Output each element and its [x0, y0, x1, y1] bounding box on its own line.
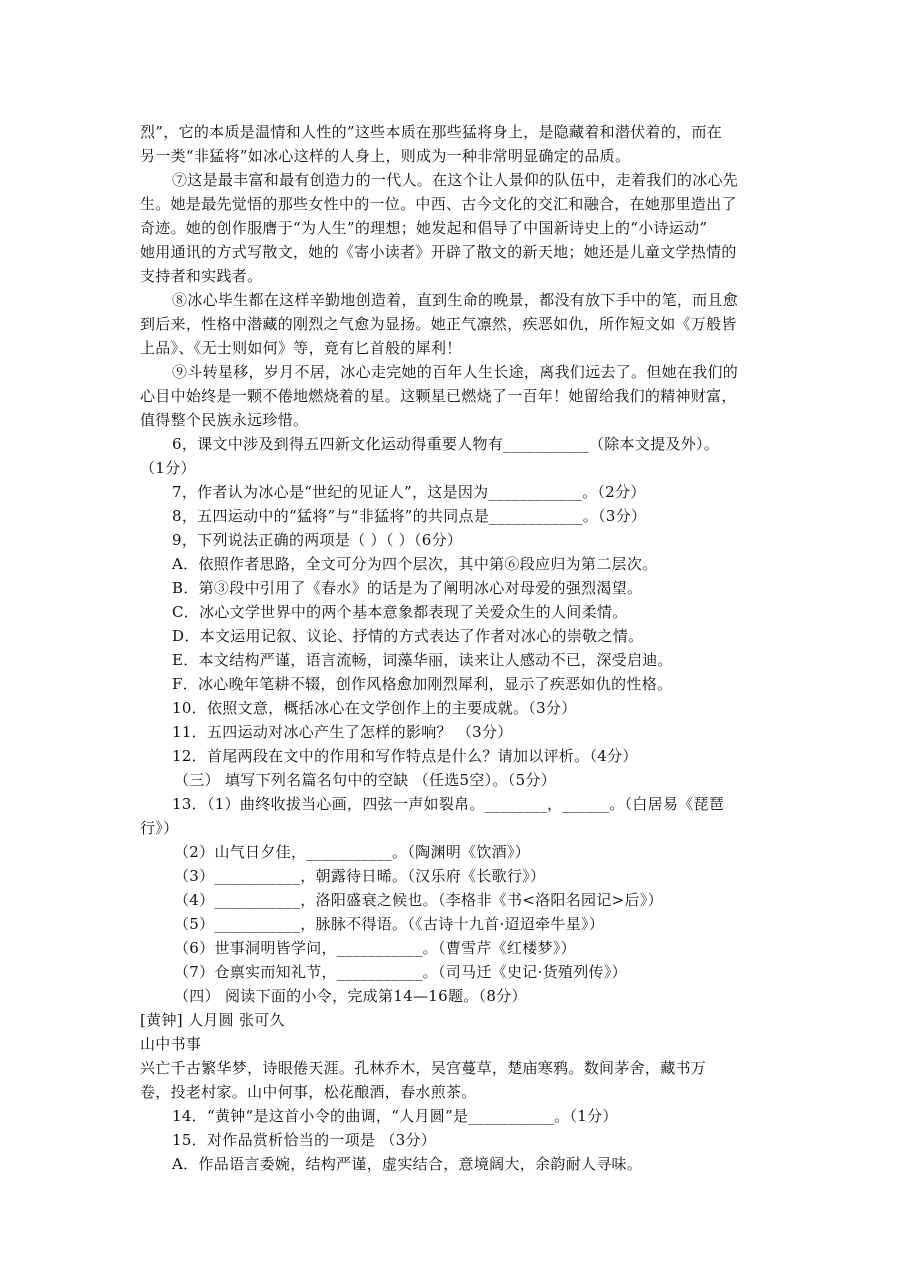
blank-item-6: （6）世事洞明皆学问，___________。（曹雪芹《红楼梦》） [174, 939, 576, 957]
text-line: 上品》、《无士则如何》等，竟有匕首般的犀利！ [140, 339, 462, 357]
text-line: 另一类“非猛将”如冰心这样的人身上，则成为一种非常明显确定的品质。 [140, 147, 631, 165]
option-a: A．依照作者思路，全文可分为四个层次，其中第⑥段应归为第二层次。 [172, 555, 658, 573]
question-8: 8，五四运动中的“猛将”与“非猛将”的共同点是____________。（3分） [172, 507, 647, 525]
question-12: 12．首尾两段在文中的作用和写作特点是什么？请加以评析。（4分） [172, 747, 638, 765]
blank-item-7: （7）仓禀实而知礼节，___________。（司马迁《史记·货殖列传》） [174, 963, 627, 981]
question-9: 9，下列说法正确的两项是（ ）（ ）（6分） [172, 531, 463, 549]
text-line: 烈”，它的本质是温情和人性的”这些本质在那些猛将身上，是隐藏着和潜伏着的，而在 [140, 123, 723, 141]
option-f: F．冰心晚年笔耕不辍，创作风格愈加刚烈犀利，显示了疾恶如仇的性格。 [172, 675, 673, 693]
question-6: 6，课文中涉及到得五四新文化运动得重要人物有___________（除本文提及外）。 [172, 435, 720, 453]
paragraph-7: ⑦这是最丰富和最有创造力的一代人。在这个让人景仰的队伍中，走着我们的冰心先 [172, 171, 739, 189]
poem-line: 兴亡千古繁华梦，诗眼倦天涯。孔林乔木，吴宫蔓草，楚庙寒鸦。数间茅舍，藏书万 [140, 1059, 707, 1077]
text-line: 生。她是最先觉悟的那些女性中的一位。中西、古今文化的交汇和融合，在她那里造出了 [140, 195, 737, 213]
question-7: 7，作者认为冰心是“世纪的见证人”，这是因为____________。（2分） [172, 483, 646, 501]
question-10: 10．依照文意，概括冰心在文学创作上的主要成就。（3分） [172, 699, 577, 717]
text-line: 行》） [140, 819, 179, 837]
section-3-heading: （三） 填写下列名篇名句中的空缺 （任选5空）。（5分） [174, 771, 557, 789]
option-e: E．本文结构严谨，语言流畅，词藻华丽，读来让人感动不已，深受启迪。 [172, 651, 673, 669]
poem-subtitle: 山中书事 [140, 1035, 202, 1053]
option-a: A．作品语言委婉，结构严谨，虚实结合，意境阔大，余韵耐人寻味。 [172, 1155, 643, 1173]
blank-item-4: （4）___________，洛阳盛衰之候也。（李格非《书<洛阳名园记>后》） [174, 891, 663, 909]
text-line: 她用通讯的方式写散文，她的《寄小读者》开辟了散文的新天地；她还是儿童文学热情的 [140, 243, 737, 261]
text-line: 到后来，性格中潜藏的刚烈之气愈为显扬。她正气凛然，疾恶如仇，所作短文如《万般皆 [140, 315, 737, 333]
text-line: 心目中始终是一颗不倦地燃烧着的星。这颗星已燃烧了一百年！她留给我们的精神财富， [140, 387, 737, 405]
section-4-heading: （四） 阅读下面的小令，完成第14—16题。（8分） [174, 987, 527, 1005]
option-d: D．本文运用记叙、议论、抒情的方式表达了作者对冰心的崇敬之情。 [172, 627, 644, 645]
question-14: 14．“黄钟“是这首小令的曲调，“人月圆”是___________。（1分） [172, 1107, 618, 1125]
blank-item-2: （2）山气日夕佳，___________。（陶渊明《饮酒》） [174, 843, 531, 861]
paragraph-9: ⑨斗转星移，岁月不居，冰心走完她的百年人生长途，离我们远去了。但她在我们的 [172, 363, 739, 381]
poem-tune-title: [黄钟] 人月圆 张可久 [140, 1011, 285, 1029]
question-11: 11．五四运动对冰心产生了怎样的影响？ （3分） [172, 723, 513, 741]
option-c: C．冰心文学世界中的两个基本意象都表现了关爱众生的人间柔情。 [172, 603, 628, 621]
question-13: 13．（1）曲终收拔当心画，四弦一声如裂帛。________，______。（白居易《琵琶 [172, 795, 725, 813]
option-b: B．第③段中引用了《春水》的话是为了阐明冰心对母爱的强烈渴望。 [172, 579, 643, 597]
text-line: 值得整个民族永远珍惜。 [140, 411, 309, 429]
poem-line: 卷，投老村家。山中何事，松花酿酒，春水煎茶。 [140, 1083, 477, 1101]
question-6-score: （1分） [140, 459, 196, 477]
text-line: 支持者和实践者。 [140, 267, 263, 285]
question-15: 15．对作品赏析恰当的一项是 （3分） [172, 1131, 437, 1149]
text-line: 奇迹。她的创作服膺于“为人生”的理想；她发起和倡导了中国新诗史上的“小诗运动” [140, 219, 708, 237]
paragraph-8: ⑧冰心毕生都在这样辛勤地创造着，直到生命的晚景，都没有放下手中的笔，而且愈 [172, 291, 739, 309]
blank-item-5: （5）___________，脉脉不得语。（《古诗十九首·迢迢牵牛星》） [174, 915, 605, 933]
blank-item-3: （3）___________，朝露待日晞。（汉乐府《长歌行》） [174, 867, 546, 885]
